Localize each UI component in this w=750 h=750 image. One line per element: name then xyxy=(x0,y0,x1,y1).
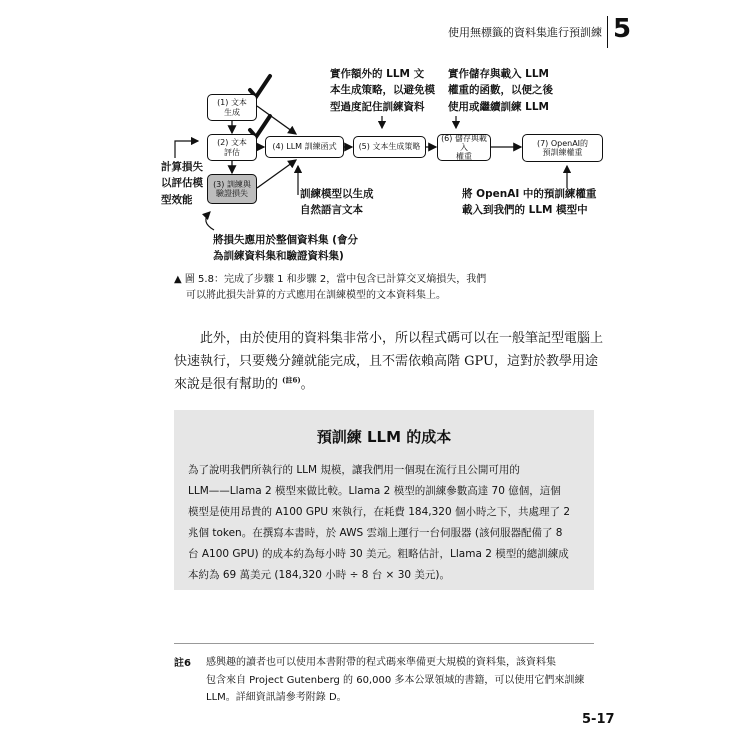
step-2-text-evaluation: (2) 文本 評估 xyxy=(207,134,257,161)
page-number: 5-17 xyxy=(582,712,615,727)
step-4-llm-train-function: (4) LLM 訓練函式 xyxy=(265,136,344,158)
panel-title: 預訓練 LLM 的成本 xyxy=(316,428,452,446)
note-openai-weights: 將 OpenAI 中的預訓練權重 載入到我們的 LLM 模型中 xyxy=(462,188,597,217)
footnote-text: 感興趣的讀者也可以使用本書附帶的程式碼來準備更大規模的資料集，該資料集 包含來自 Project Gutenberg 的 60,000 多本公眾領域的書籍，可以使用它們來訓練 LLM。詳細資訊請參考附錄 D。 xyxy=(206,657,585,703)
callout-loss xyxy=(175,141,198,158)
body-paragraph: 此外，由於使用的資料集非常小，所以程式碼可以在一般筆記型電腦上 快速執行，只要幾分鐘就能完成，且不需依賴高階 GPU，這對於教學用途 來說是很有幫助的 $^{(註6)}$。 xyxy=(174,331,604,392)
chapter-number: 5 xyxy=(613,14,632,44)
cost-sidebar-panel xyxy=(174,410,594,590)
footnote-label: 註6 xyxy=(174,658,191,669)
footnote-divider xyxy=(174,643,594,644)
panel-body: 為了說明我們所執行的 LLM 規模，讓我們用一個現在流行且公開可用的 LLM——Llama 2 模型來做比較。Llama 2 模型的訓練參數高達 70 億個，這個 模型是使用昂貴的 A100 GPU 來執行，在耗費 184,320 個小時之下，共處理了 2 兆個 token。在撰寫本書時，於 AWS 雲端上運行一台伺服器 (該伺服器配備了 8 台 A100 GPU) 的成本約為每小時 30 美元。粗略估計，Llama 2 模型的總訓練成 本約為 69 萬美元 (184,320 小時 ÷ 8 台 × 30 美元)。 xyxy=(188,464,571,581)
step-5-text-gen-strategy: (5) 文本生成策略 xyxy=(353,136,426,158)
note-save-load: 實作儲存與載入 LLM 權重的函數，以便之後 使用或繼續訓練 LLM xyxy=(448,68,553,113)
diagram-arrows xyxy=(0,0,750,270)
step-3-train-val-loss: (3) 訓練與 驗證損失 xyxy=(207,174,257,204)
note-generation-strategy: 實作額外的 LLM 文 本生成策略，以避免模 型過度記住訓練資料 xyxy=(330,68,435,113)
footnote-ref: (註6) xyxy=(282,375,301,385)
step-7-openai-weights: (7) OpenAI的 預訓練權重 xyxy=(522,134,603,162)
arrow-3-4 xyxy=(257,160,296,188)
figure-caption: ▲ 圖 5.8：完成了步驟 1 和步驟 2，當中包含已計算交叉熵損失，我們 可以將此損失計算的方式應用在訓練模型的文本資料集上。 xyxy=(174,274,487,301)
note-train-model: 訓練模型以生成 自然語言文本 xyxy=(300,188,374,217)
running-header-title: 使用無標籤的資料集進行預訓練 xyxy=(448,26,602,39)
callout-apply xyxy=(206,212,214,230)
note-compute-loss: 計算損失 以評估模 型效能 xyxy=(161,161,203,206)
step-1-text-generation: (1) 文本 生成 xyxy=(207,94,257,121)
step-6-save-load-weights: (6) 儲存與載入 權重 xyxy=(437,134,491,161)
note-apply-loss: 將損失應用於整個資料集 (會分 為訓練資料集和驗證資料集) xyxy=(213,234,358,263)
